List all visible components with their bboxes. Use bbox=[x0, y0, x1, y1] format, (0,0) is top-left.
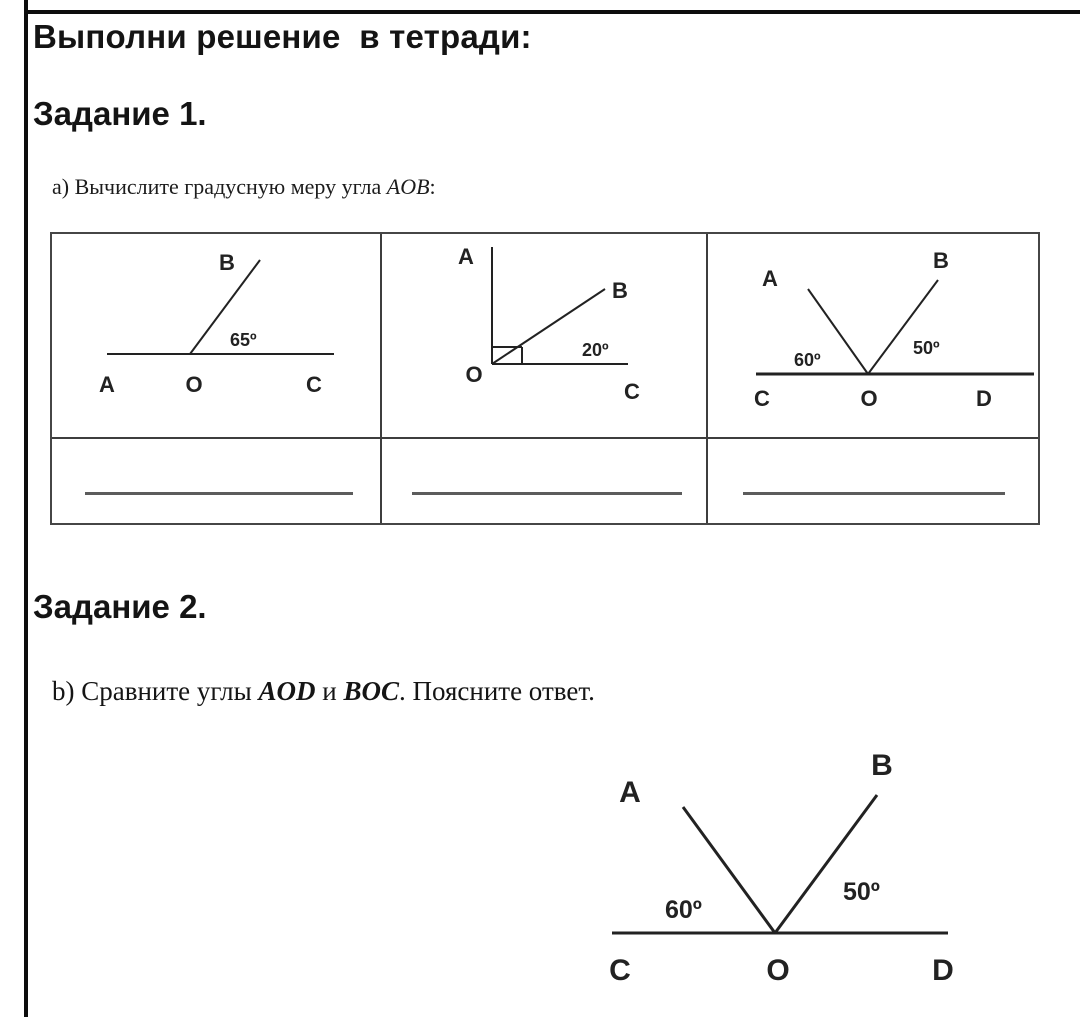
answer2-cell bbox=[382, 439, 708, 523]
task1-angle-name: AOB bbox=[386, 174, 430, 199]
diagram3-cell bbox=[708, 234, 1038, 437]
diagram1-angle-label: 65º bbox=[230, 330, 257, 350]
task1-heading: Задание 1. bbox=[33, 95, 207, 132]
diagram4-ray-OB bbox=[775, 795, 877, 933]
task2-heading: Задание 2. bbox=[33, 588, 207, 625]
task2-prompt-text: b) Сравните углы bbox=[52, 676, 259, 706]
diagram4-container bbox=[560, 740, 1020, 1000]
diagram2-label-O: O bbox=[465, 362, 483, 387]
task1-prompt bbox=[52, 174, 436, 200]
diagram1-65deg bbox=[52, 234, 380, 437]
diagram2-20deg bbox=[382, 234, 706, 437]
answer2-blank-line bbox=[412, 492, 682, 495]
diagram4-angle-left-label: 60º bbox=[665, 896, 702, 924]
diagram4-60-50deg-large bbox=[560, 740, 1020, 1000]
diagram1-label-O: O bbox=[185, 372, 203, 397]
diagram2-label-B: B bbox=[612, 278, 628, 303]
diagram4-label-O: O bbox=[766, 954, 790, 987]
diagram4-label-B: B bbox=[871, 749, 893, 782]
diagram4-label-A: A bbox=[619, 776, 641, 809]
answer3-cell bbox=[708, 439, 1038, 523]
diagram2-angle-label: 20º bbox=[582, 340, 609, 360]
task2-conjunction: и bbox=[315, 676, 344, 706]
task1-table bbox=[50, 232, 1040, 525]
diagram3-60-50deg bbox=[708, 234, 1036, 437]
task1-table-answer-row bbox=[52, 439, 1038, 523]
answer3-blank-line bbox=[743, 492, 1005, 495]
task1-prompt-colon: : bbox=[429, 174, 436, 199]
diagram1-label-C: C bbox=[306, 372, 322, 397]
page-left-border bbox=[24, 0, 28, 1017]
task2-prompt bbox=[52, 676, 595, 707]
task1-table-diagram-row bbox=[52, 234, 1038, 439]
page-title: Выполни решение в тетради: bbox=[33, 18, 532, 55]
answer1-cell bbox=[52, 439, 382, 523]
page-top-border bbox=[24, 10, 1080, 14]
diagram4-label-C: C bbox=[609, 954, 631, 987]
diagram3-label-O: O bbox=[860, 386, 878, 411]
task2-angle1-name: AOD bbox=[258, 676, 316, 706]
diagram3-angle-left-label: 60º bbox=[794, 350, 821, 370]
diagram4-label-D: D bbox=[932, 954, 954, 987]
diagram1-label-B: B bbox=[219, 250, 235, 275]
diagram1-label-A: A bbox=[99, 372, 115, 397]
answer1-blank-line bbox=[85, 492, 353, 495]
diagram1-cell bbox=[52, 234, 382, 437]
diagram4-angle-right-label: 50º bbox=[843, 878, 880, 906]
diagram3-ray-OB bbox=[868, 280, 938, 374]
diagram3-label-A: A bbox=[762, 266, 778, 291]
task2-angle2-name: BOC bbox=[343, 676, 399, 706]
diagram2-label-C: C bbox=[624, 379, 640, 404]
diagram2-label-A: A bbox=[458, 244, 474, 269]
diagram3-label-D: D bbox=[976, 386, 992, 411]
diagram2-cell bbox=[382, 234, 708, 437]
task1-prompt-text: а) Вычислите градусную меру угла bbox=[52, 174, 387, 199]
diagram3-angle-right-label: 50º bbox=[913, 338, 940, 358]
diagram3-label-C: C bbox=[754, 386, 770, 411]
task2-prompt-end: . Поясните ответ. bbox=[398, 676, 595, 706]
diagram3-label-B: B bbox=[933, 248, 949, 273]
